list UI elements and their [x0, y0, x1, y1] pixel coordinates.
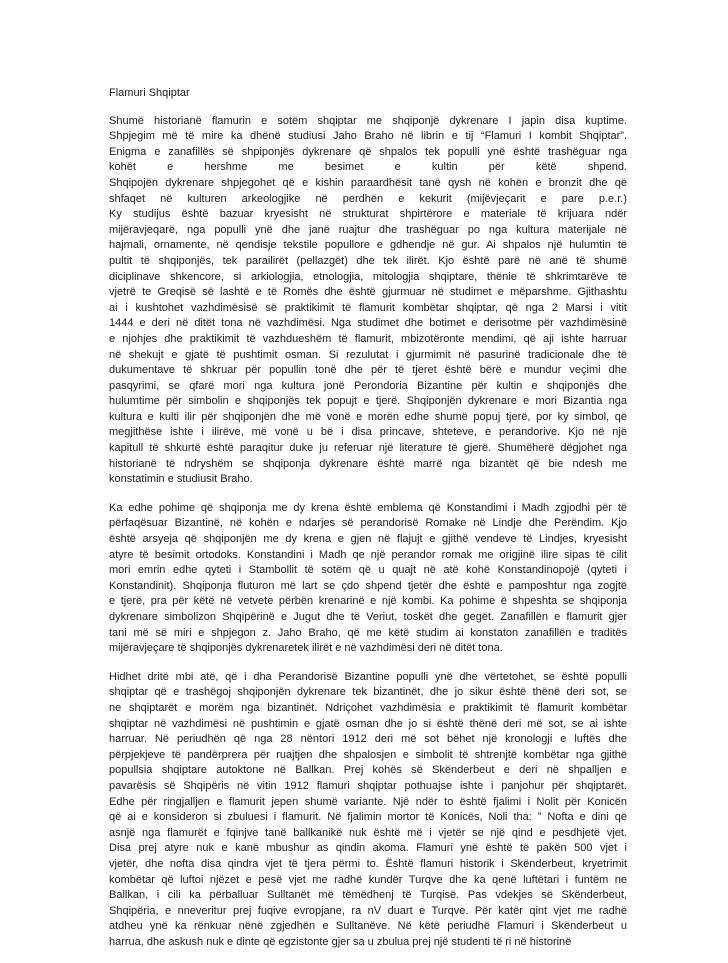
text-line: kultura e kulti ilir për shqiponjën dhe më vonë e morën edhe shumë popuj tjerë, por ky simbol, që — [109, 410, 627, 423]
text-line: popullsia shqiptare autoktone në Ballkan. Prej kohës së Skënderbeut e deri në shpalljen e — [109, 764, 627, 777]
text-line: tani më së miri e shpjegon z. Jaho Braho, që me këtë studim ai konstaton zanafillën e traditës — [109, 626, 627, 639]
text-line: hulumtime për simbolin e shqiponjës tek popujt e tjerë. Shqiponjën dykrenare e mori Bizantia nga — [109, 395, 627, 408]
text-line: atdheu ynë ka rënkuar nënë zgjedhën e Sulltanëve. Në këtë periudhë Flamuri i Skënderbeut u — [109, 920, 627, 933]
text-line: ai i kushtohet vazhdimësisë së praktikimit të flamurit kombëtar shqiptar, që nga 2 Marsi i vitit — [109, 301, 627, 314]
text-line: Shqipëria, e nneveritur prej fuqive evropjane, ra nV duart e Turqve. Për katër qint vjet me radhë — [109, 904, 627, 917]
text-line: Ballkan, i cili ka përballuar Sulltanët më tëmëdhenj të Turqisë. Pas vdekjes së Skënderbeut, — [109, 889, 627, 902]
text-line: Shpjegim më të mire ka dhënë studiusi Jaho Braho në librin e tij “Flamuri I kombit Shqiptar”. — [109, 130, 627, 143]
text-line: e njohjes dhe praktikimit të vazhdueshëm të flamurit, mbizotëronte mendimi, që aji ishte harruar — [109, 332, 627, 345]
text-line: 1444 e deri në ditët tona në vazhdimësi. Nga studimet dhe botimet e derisotme për vazhdimësinë — [109, 317, 627, 330]
text-line: konstatimin e studiusit Braho. — [109, 473, 253, 486]
text-line: Konstandinit). Shqiponja fluturon më lart se çdo shpend tjetër dhe është e pamposhtur nga zogjtë — [109, 579, 627, 592]
text-line: harrua, dhe askush nuk e dinte që egzistonte gjer sa u zbulua prej një studenti të ri në historinë — [109, 935, 572, 948]
paragraph — [109, 670, 627, 951]
text-line: Shumë historianë flamurin e sotëm shqiptar me shqiponjë dykrenare I japin disa kuptime. — [109, 114, 627, 127]
text-line: harruar. Në periudhën që nga 28 nëntori 1912 deri më sot bëhet një kronologji e luftës dhe — [109, 733, 627, 746]
text-line: hajmali, ornamente, në qendisje tekstile popullore e gdhendje në gur. Ai shpalos një hulumtin të — [109, 239, 627, 252]
text-line: përfaqësuar Bizantinë, në kohën e ndarjes së perandorisë Romake në Lindje dhe Perëndim. Kjo — [109, 517, 627, 530]
text-line: asnjë nga flamurët e fqinjve tanë ballkanikë nuk është më i vjetër se një qind e pesdhjetë vjet. — [109, 826, 627, 839]
document-page — [109, 86, 627, 963]
text-line: ne shqiptarët e morëm nga bizantinët. Ndriçohet vazhdimësia e praktikimit të flamurit kombëtar — [109, 701, 627, 714]
text-line: pultit të shqiponjës, tek parailirët (pellazgët) dhe tek ilirët. Kjo është parë në anë të shumë — [109, 254, 627, 267]
text-line: kohët e hershme me besimet e kultin për këtë shpend. — [109, 161, 627, 174]
text-line: Enigma e zanafillës së shpiponjës dykrenare që shpalos tek populli ynë është trashëguar nga — [109, 145, 627, 158]
text-line: pasqyrimi, se qfarë mori nga kultura jonë Perondoria Bizantine për kultin e shqiponjës dhe — [109, 379, 627, 392]
text-line: kombëtar që luftoi njëzet e pesë vjet me radhë kundër Turqve dhe ka qenë luftëtari i funtëm ne — [109, 873, 627, 886]
text-line: mijëravjeqarë, nga populli ynë dhe janë ruajtur dhe trashëguar po nga kultura materijale në — [109, 223, 627, 236]
text-line: historianë të ndryshëm se shqiponja dykrenare është marrë nga bizantët që bie ndesh me — [109, 457, 627, 470]
text-line: mori emrin edhe qyteti i Stambollit të sotëm që u quajt në atë kohë Konstandinopojë (qyteti i — [109, 564, 627, 577]
paragraph — [109, 501, 627, 657]
text-line: Ka edhe pohime që shqiponja me dy krena është emblema që Konstandimi i Madh zgjodhi për të — [109, 501, 627, 514]
text-line: përpjekjeve të pandërprera për ruajtjen dhe shpalosjen e simbolit të shtrenjtë kombëtar nga gjithë — [109, 748, 627, 761]
text-line: në shekujt e gjatë të pushtimit osman. Si rezulutat i gjurmimit në pasurinë tradicionale dhe të — [109, 348, 627, 361]
document-title: Flamuri Shqiptar — [109, 87, 190, 99]
text-line: shqiptar në vazhdimësi në pushtimin e gjatë osman dhe jo si është thënë deri më sot, se ai ishte — [109, 717, 627, 730]
text-line: shfaqet në kulturen arkeologjike në perdhën e kekurit (mijëvjeçarit e pare p.e.r.) — [109, 192, 627, 205]
text-line: që ai e konsideron si zbuluesi i flamurit. Në fjalimin mortor të Konicës, Noli tha: ” Nofta e dini që — [109, 811, 627, 824]
text-line: Edhe për ringjalljen e flamurit jepen shumë variante. Një ndër to është fjalimi i Nolit për Konicën — [109, 795, 627, 808]
document-body — [109, 114, 627, 951]
text-line: Hidhet dritë mbi atë, që i dha Perandorisë Bizantine populli ynë dhe vërtetohet, se është populli — [109, 670, 627, 683]
text-line: është arsyeja që shqiponjën me dy krena e gjen në flajujt e gjithë vendeve të Lindjes, kryesisht — [109, 533, 627, 546]
text-line: Shqipojën dykrenare shpjegohet që e kishin paraardhësit tanë qysh në kohën e bronzit dhe që — [109, 176, 627, 189]
text-line: dykrenare simbolizon Shqipërinë e Jugut dhe të Veriut, toskët dhe gegët. Zanafillën e flamurit gjer — [109, 611, 627, 623]
text-line: Disa prej atyre nuk e kanë mbushur as qindin akoma. Flamuri ynë është të pakën 500 vjet i — [109, 842, 627, 855]
text-line: dukumentave të shkruar për popullin tonë dhe për të tjeret është bërë e mundur veçimi dhe — [109, 364, 627, 377]
text-line: kapitull të shkurtë është paraqitur duke ju referuar një literature të gjerë. Shumëherë dëgjohet nga — [109, 442, 627, 455]
paragraph — [109, 114, 627, 488]
text-line: vjetrë te Greqisë së lashtë e të Romës dhe është gjurmuar në studimet e mëparshme. Gjithashtu — [109, 286, 627, 299]
text-line: diciplinave shkencore, si arkiologjia, etnologjia, mitologjia shqiptare, thënie të shkrimtarëve të — [109, 270, 627, 283]
text-line: atyre të besimit ortodoks. Konstandini i Madh qe një perandor romak me origjinë ilire sipas të cilit — [109, 548, 627, 561]
text-line: e tjerë, pra për këtë në vetvete përbën krenarinë e një kombi. Ka pohime ë shpeshta se shqiponja — [109, 595, 627, 608]
text-line: Ky studijus është bazuar kryesisht në strukturat shpirtërore e materiale të krijuara ndër — [109, 208, 627, 221]
text-line: megjithëse ishte i ilirëve, më vonë u bë i disa princave, shteteve, e perandorive. Kjo në një — [109, 426, 627, 439]
text-line: mijëravjeçare të shqiponjës dykrenaretek ilirët e në vazhdimësi deri në ditët tona. — [109, 642, 503, 655]
text-line: vjetër, dhe nofta disa qindra vjet të tjera përmi to. Është flamuri historik i Skënderbeut, kryetrimit — [109, 857, 627, 870]
text-line: pavarësis së Shqipëris në vitin 1912 flamuri shqiptar pothuajse ishte i panjohur për shqiptarët. — [109, 779, 627, 792]
text-line: shqiptar që e trashëgoj shqiponjën dykrenare tek bizantinët, dhe jo sikur është thënë deri sot, se — [109, 686, 627, 699]
